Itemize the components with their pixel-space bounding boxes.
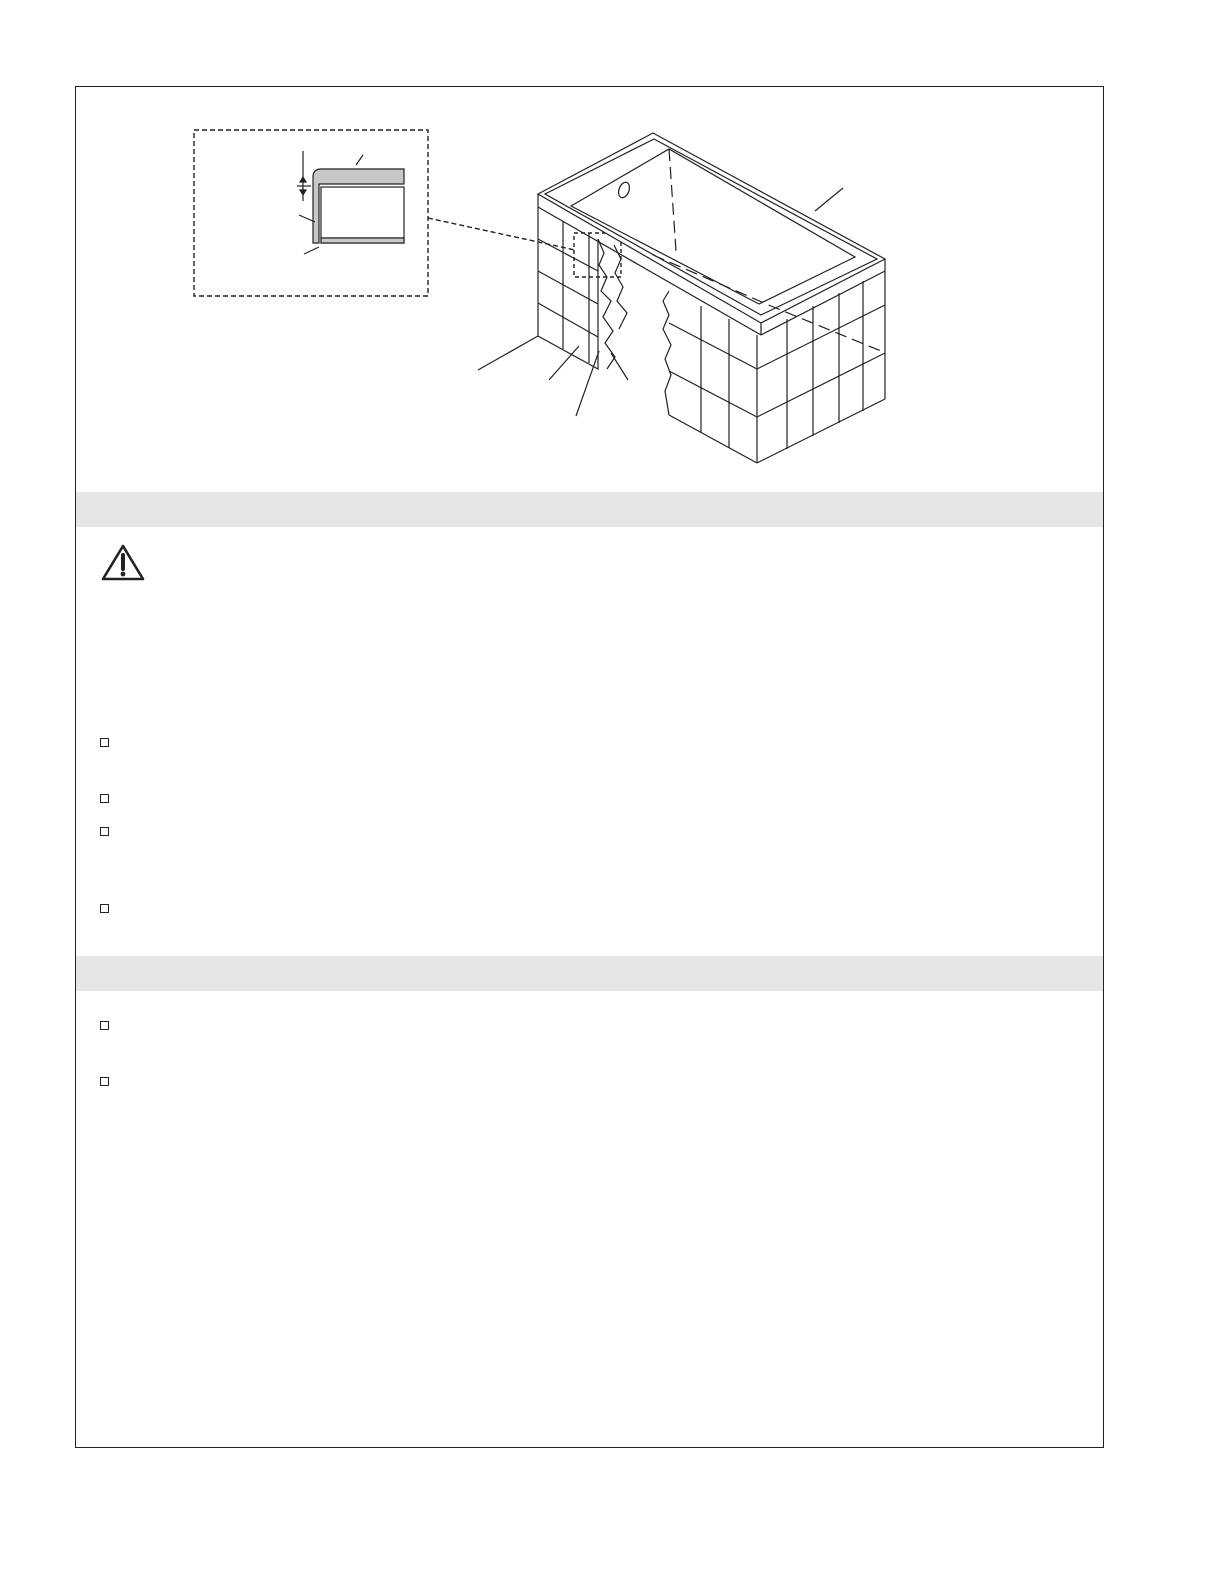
warning-icon	[100, 543, 146, 583]
detail-inset	[194, 130, 428, 296]
front-tile-wall	[663, 291, 757, 463]
section-header-bar	[76, 492, 1103, 527]
checklist-checkbox[interactable]	[100, 827, 109, 836]
checklist-checkbox[interactable]	[100, 1077, 109, 1086]
bath-body	[538, 133, 885, 351]
section-header-bar	[76, 956, 1103, 991]
checklist-checkbox[interactable]	[100, 738, 109, 747]
page-frame	[75, 86, 1104, 1448]
bath-illustration	[76, 87, 1103, 487]
checklist-checkbox[interactable]	[100, 1021, 109, 1030]
checklist-checkbox[interactable]	[100, 794, 109, 803]
checklist-checkbox[interactable]	[100, 904, 109, 913]
